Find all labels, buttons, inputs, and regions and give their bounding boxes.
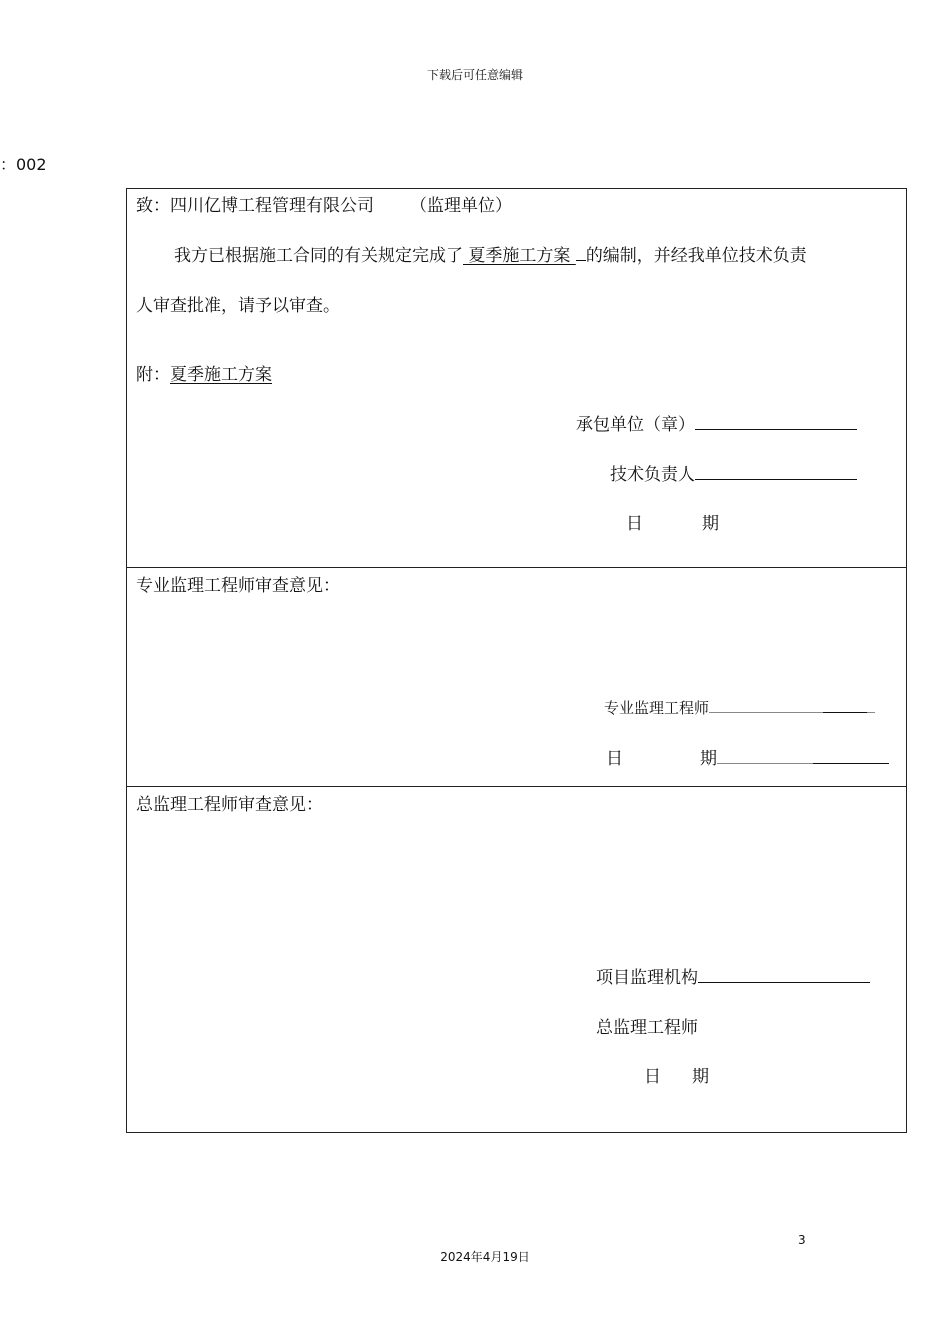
recipient-role: （监理单位） [410, 196, 512, 216]
section-divider [126, 567, 907, 568]
specialist-engineer-signature [604, 697, 875, 718]
plan-name: 夏季施工方案 [463, 246, 576, 266]
chief-engineer-label: 总监理工程师 [596, 1018, 698, 1038]
recipient-company: 四川亿博工程管理有限公司 [170, 196, 374, 216]
specialist-date-line [700, 744, 889, 769]
tech-lead-signature-line [695, 478, 857, 480]
header-note: 下载后可任意编辑 [426, 68, 523, 82]
section-divider [126, 786, 907, 787]
supervision-org-signature-line [698, 981, 870, 983]
body-line-1 [174, 241, 807, 266]
specialist-engineer-label: 专业监理工程师 [604, 699, 710, 717]
attachment-line [136, 360, 272, 385]
attachment-name: 夏季施工方案 [170, 365, 272, 385]
supervision-org-signature [596, 963, 870, 988]
date-day-label: 日 [626, 514, 643, 534]
date-period-label: 期 [702, 514, 719, 534]
chief-date-day-label: 日 [644, 1067, 661, 1087]
form-table [126, 188, 907, 1133]
body-part-1: 我方已根据施工合同的有关规定完成了 [174, 246, 463, 266]
document-number: ：002 [0, 155, 47, 174]
chief-date-period-label: 期 [692, 1067, 709, 1087]
specialist-date-line-b [813, 762, 889, 764]
specialist-signature-line-c [867, 712, 875, 713]
tech-lead-signature [610, 460, 857, 485]
supervision-org-label: 项目监理机构 [596, 968, 698, 988]
specialist-signature-line-b [823, 711, 867, 713]
specialist-date-line-a [717, 763, 813, 764]
body-line-2: 人审查批准，请予以审查。 [136, 296, 340, 316]
specialist-date-day-label: 日 [606, 749, 623, 769]
chief-review-title: 总监理工程师审查意见： [136, 795, 323, 815]
footer-date: 2024年4月19日 [440, 1250, 530, 1264]
page-number: 3 [798, 1233, 806, 1247]
attachment-prefix: 附： [136, 365, 170, 385]
recipient-prefix: 致： [136, 196, 170, 216]
contractor-signature [576, 410, 857, 435]
tech-lead-label: 技术负责人 [610, 465, 695, 485]
contractor-label: 承包单位（章） [576, 415, 695, 435]
recipient-line [136, 191, 512, 216]
specialist-date-period-label: 期 [700, 749, 717, 769]
contractor-signature-line [695, 428, 857, 430]
body-part-2: 的编制，并经我单位技术负责 [585, 246, 807, 266]
specialist-signature-line-a [709, 712, 823, 713]
specialist-review-title: 专业监理工程师审查意见： [136, 576, 340, 596]
